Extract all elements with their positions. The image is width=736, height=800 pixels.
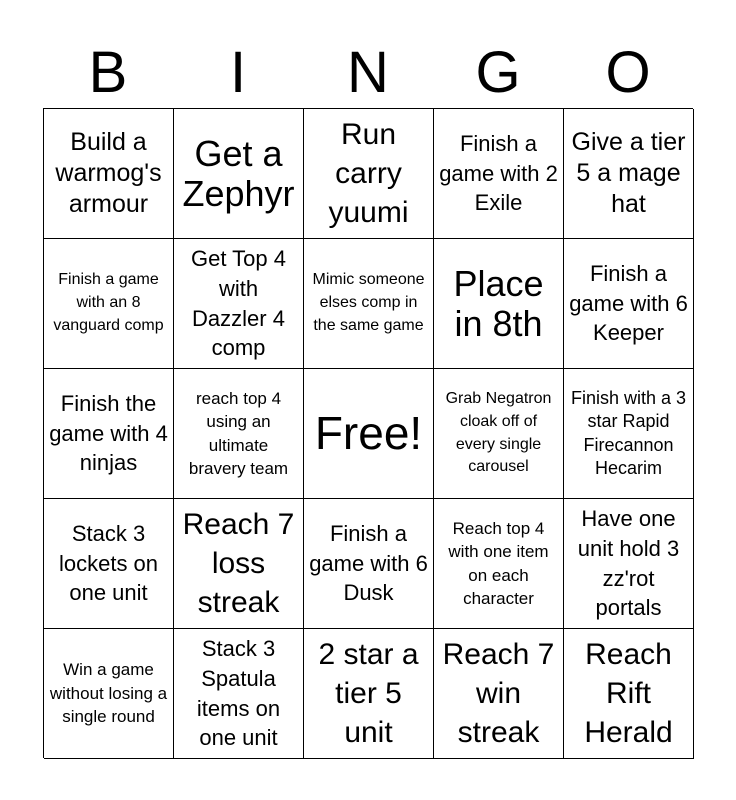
- bingo-cell[interactable]: Win a game without losing a single round: [44, 629, 174, 759]
- bingo-cell[interactable]: Have one unit hold 3 zz'rot portals: [564, 499, 694, 629]
- bingo-cell[interactable]: Finish a game with 6 Keeper: [564, 239, 694, 369]
- bingo-cell[interactable]: Finish a game with 2 Exile: [434, 109, 564, 239]
- header-letter-g: G: [475, 40, 521, 105]
- bingo-header: [43, 40, 693, 106]
- bingo-cell[interactable]: reach top 4 using an ultimate bravery team: [174, 369, 304, 499]
- bingo-cell[interactable]: Reach top 4 with one item on each character: [434, 499, 564, 629]
- bingo-cell[interactable]: Reach 7 win streak: [434, 629, 564, 759]
- bingo-cell[interactable]: Run carry yuumi: [304, 109, 434, 239]
- bingo-cell[interactable]: Grab Negatron cloak off of every single carousel: [434, 369, 564, 499]
- bingo-cell[interactable]: Finish with a 3 star Rapid Firecannon Hecarim: [564, 369, 694, 499]
- bingo-cell[interactable]: 2 star a tier 5 unit: [304, 629, 434, 759]
- header-letter-b: B: [88, 40, 128, 105]
- bingo-cell[interactable]: Finish a game with 6 Dusk: [304, 499, 434, 629]
- header-letter-o: O: [605, 40, 651, 105]
- bingo-cell[interactable]: Mimic someone elses comp in the same game: [304, 239, 434, 369]
- bingo-cell[interactable]: Stack 3 Spatula items on one unit: [174, 629, 304, 759]
- bingo-cell[interactable]: Finish a game with an 8 vanguard comp: [44, 239, 174, 369]
- bingo-card-grid: [43, 108, 693, 758]
- header-letter-i: I: [229, 40, 247, 105]
- bingo-cell[interactable]: Reach 7 loss streak: [174, 499, 304, 629]
- bingo-cell[interactable]: Reach Rift Herald: [564, 629, 694, 759]
- bingo-cell[interactable]: Give a tier 5 a mage hat: [564, 109, 694, 239]
- bingo-cell[interactable]: Get Top 4 with Dazzler 4 comp: [174, 239, 304, 369]
- header-letter-n: N: [347, 40, 389, 105]
- bingo-cell[interactable]: Get a Zephyr: [174, 109, 304, 239]
- bingo-cell[interactable]: Finish the game with 4 ninjas: [44, 369, 174, 499]
- bingo-cell[interactable]: Place in 8th: [434, 239, 564, 369]
- bingo-cell[interactable]: Build a warmog's armour: [44, 109, 174, 239]
- bingo-cell[interactable]: Stack 3 lockets on one unit: [44, 499, 174, 629]
- free-space-cell[interactable]: Free!: [304, 369, 434, 499]
